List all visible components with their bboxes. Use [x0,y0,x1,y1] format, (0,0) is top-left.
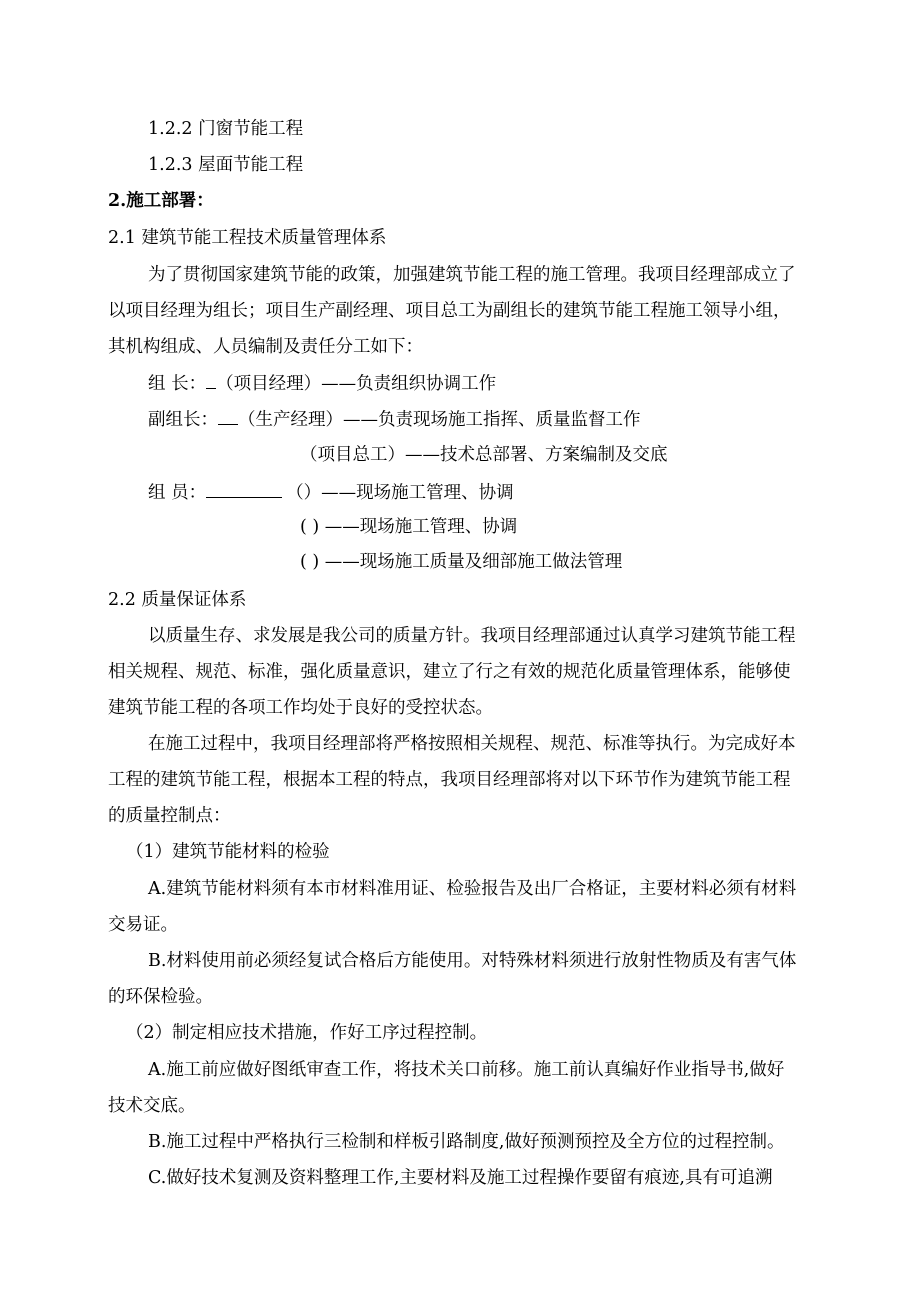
leader-row [148,371,496,396]
paragraph-line: 工程的建筑节能工程，根据本工程的特点，我项目经理部将对以下环节作为建筑节能工程 [108,770,791,790]
member-row [148,480,514,505]
item-c-line: C.做好技术复测及资料整理工作,主要材料及施工过程操作要留有痕迹,具有可追溯 [148,1168,773,1188]
member-text: （）——现场施工管理、协调 [286,483,514,503]
paragraph-line: 为了贯彻国家建筑节能的政策，加强建筑节能工程的施工管理。我项目经理部成立了 [148,265,796,285]
leader-label: 组 长： [148,374,207,394]
paragraph-line: 以项目经理为组长；项目生产副经理、项目总工为副组长的建筑节能工程施工领导小组， [108,301,791,321]
heading-2-2: 2.2 质量保证体系 [108,590,247,610]
member-blank [206,480,282,498]
paragraph-line: 的质量控制点： [108,806,231,826]
heading-1-2-2: 1.2.2 门窗节能工程 [148,119,304,139]
vice-leader-row-2: （项目总工）——技术总部署、方案编制及交底 [300,445,668,465]
subheading-1: （1）建筑节能材料的检验 [126,842,330,862]
heading-2-1: 2.1 建筑节能工程技术质量管理体系 [108,228,387,248]
vice-leader-blank [218,407,238,425]
vice-leader-text: （生产经理）——负责现场施工指挥、质量监督工作 [238,410,641,430]
paragraph-line: 在施工过程中，我项目经理部将严格按照相关规程、规范、标准等执行。为完成好本 [148,734,796,754]
item-a-line: 交易证。 [108,915,178,935]
leader-blank [206,371,216,389]
paragraph-line: 相关规程、规范、标准，强化质量意识，建立了行之有效的规范化质量管理体系，能够使 [108,662,791,682]
member-row-2: ( ) ——现场施工管理、协调 [300,517,518,537]
item-a-line: 技术交底。 [108,1096,196,1116]
member-label: 组 员： [148,483,207,503]
vice-leader-label: 副组长： [148,410,218,430]
item-a-line: A.建筑节能材料须有本市材料准用证、检验报告及出厂合格证，主要材料必须有材料 [148,879,797,899]
leader-text: （项目经理）——负责组织协调工作 [216,374,497,394]
paragraph-line: 其机构组成、人员编制及责任分工如下： [108,337,423,357]
item-a-line: A.施工前应做好图纸审查工作，将技术关口前移。施工前认真编好作业指导书,做好 [148,1060,785,1080]
paragraph-line: 以质量生存、求发展是我公司的质量方针。我项目经理部通过认真学习建筑节能工程 [148,626,796,646]
subheading-2: （2）制定相应技术措施，作好工序过程控制。 [126,1023,488,1043]
item-b-line: B.材料使用前必须经复试合格后方能使用。对特殊材料须进行放射性物质及有害气体 [148,951,797,971]
member-row-3: ( ) ——现场施工质量及细部施工做法管理 [300,552,623,572]
item-b-line: B.施工过程中严格执行三检制和样板引路制度,做好预测预控及全方位的过程控制。 [148,1132,785,1152]
item-b-line: 的环保检验。 [108,987,213,1007]
vice-leader-row [148,407,641,432]
heading-1-2-3: 1.2.3 屋面节能工程 [148,155,304,175]
paragraph-line: 建筑节能工程的各项工作均处于良好的受控状态。 [108,698,493,718]
heading-2: 2.施工部署： [108,191,214,211]
